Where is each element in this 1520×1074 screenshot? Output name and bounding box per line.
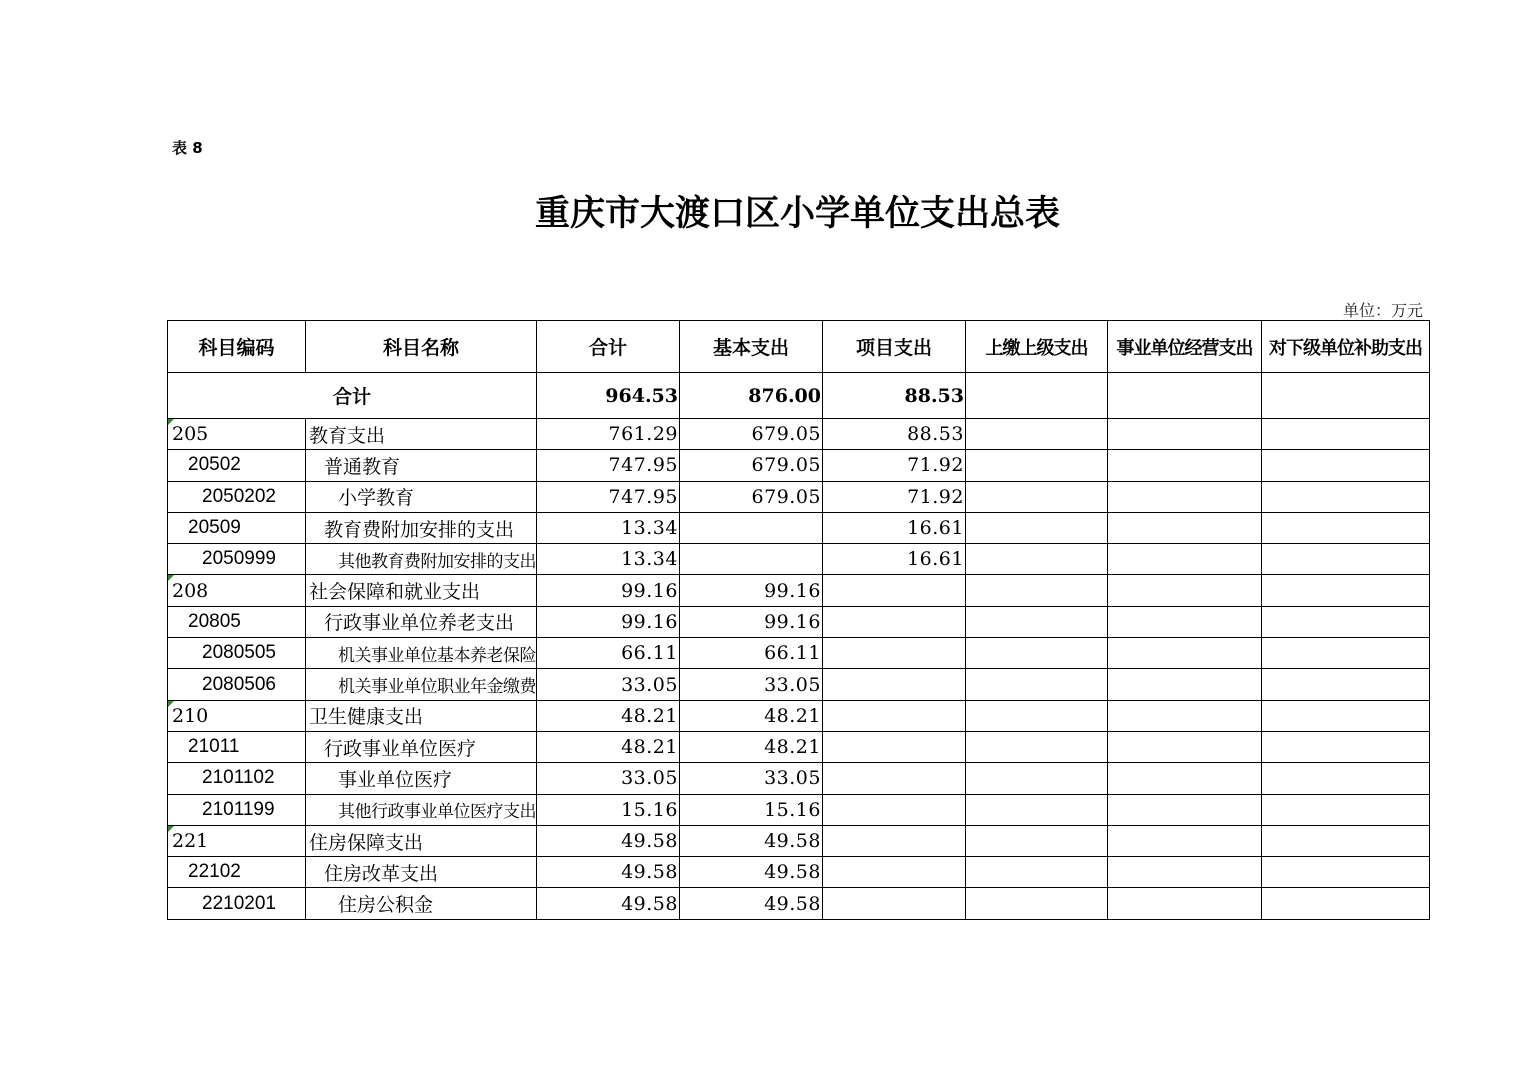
row-upper: [966, 450, 1108, 481]
row-upper: [966, 419, 1108, 450]
row-basic: [680, 512, 823, 543]
row-subsidy: [1262, 575, 1430, 606]
row-business: [1108, 825, 1262, 856]
row-code-text: 2210201: [202, 892, 276, 914]
row-basic: 49.58: [680, 857, 823, 888]
row-sum: 49.58: [537, 825, 680, 856]
row-name: 机关事业单位基本养老保险: [306, 638, 537, 669]
row-sum: 66.11: [537, 638, 680, 669]
header-subsidy: 对下级单位补助支出: [1262, 321, 1430, 373]
row-code: [168, 825, 306, 856]
row-code-text: 21011: [188, 736, 240, 758]
row-code-text: 2101199: [202, 798, 275, 820]
row-code-text: 2080506: [202, 673, 276, 695]
row-name: 住房保障支出: [306, 825, 537, 856]
row-project: [823, 700, 966, 731]
row-business: [1108, 606, 1262, 637]
table-row: [168, 731, 1430, 762]
row-sum: 13.34: [537, 544, 680, 575]
total-row: [168, 373, 1430, 419]
row-code: [168, 419, 306, 450]
row-name: 小学教育: [306, 481, 537, 512]
row-name: 行政事业单位养老支出: [306, 606, 537, 637]
row-upper: [966, 512, 1108, 543]
header-code: 科目编码: [168, 321, 306, 373]
total-upper: [966, 373, 1108, 419]
row-business: [1108, 763, 1262, 794]
row-subsidy: [1262, 700, 1430, 731]
row-code-text: 221: [172, 830, 209, 852]
row-name: 普通教育: [306, 450, 537, 481]
row-code-text: 2080505: [202, 642, 276, 664]
table-row: [168, 700, 1430, 731]
row-code: [168, 575, 306, 606]
total-basic: 876.00: [680, 373, 823, 419]
row-code: [168, 512, 306, 543]
table-row: [168, 669, 1430, 700]
row-subsidy: [1262, 763, 1430, 794]
row-upper: [966, 481, 1108, 512]
table-row: [168, 512, 1430, 543]
row-project: [823, 575, 966, 606]
row-subsidy: [1262, 481, 1430, 512]
row-business: [1108, 700, 1262, 731]
row-code: [168, 731, 306, 762]
row-business: [1108, 794, 1262, 825]
row-upper: [966, 857, 1108, 888]
row-project: [823, 857, 966, 888]
row-name: 事业单位医疗: [306, 763, 537, 794]
row-subsidy: [1262, 450, 1430, 481]
table-row: [168, 544, 1430, 575]
table-row: [168, 888, 1430, 919]
row-code: [168, 700, 306, 731]
row-subsidy: [1262, 512, 1430, 543]
row-basic: 48.21: [680, 731, 823, 762]
table-row: [168, 606, 1430, 637]
table-row: [168, 481, 1430, 512]
row-name: 教育支出: [306, 419, 537, 450]
row-name: 行政事业单位医疗: [306, 731, 537, 762]
cell-marker-icon: [168, 701, 174, 707]
row-sum: 49.58: [537, 857, 680, 888]
row-subsidy: [1262, 606, 1430, 637]
row-basic: 99.16: [680, 606, 823, 637]
row-sum: 48.21: [537, 731, 680, 762]
row-sum: 99.16: [537, 606, 680, 637]
row-subsidy: [1262, 857, 1430, 888]
row-business: [1108, 669, 1262, 700]
unit-label: 单位：万元: [1342, 301, 1423, 320]
row-sum: 13.34: [537, 512, 680, 543]
row-sum: 747.95: [537, 481, 680, 512]
table-row: [168, 825, 1430, 856]
header-name: 科目名称: [306, 321, 537, 373]
row-business: [1108, 638, 1262, 669]
row-basic: 15.16: [680, 794, 823, 825]
cell-marker-icon: [168, 826, 174, 832]
row-code-text: 20502: [188, 454, 241, 476]
row-basic: 679.05: [680, 419, 823, 450]
row-project: 71.92: [823, 450, 966, 481]
row-code: [168, 669, 306, 700]
row-code: [168, 794, 306, 825]
row-upper: [966, 700, 1108, 731]
row-code-text: 2050999: [202, 548, 276, 570]
row-upper: [966, 544, 1108, 575]
header-upper: 上缴上级支出: [966, 321, 1108, 373]
header-row: [168, 321, 1430, 373]
row-sum: 48.21: [537, 700, 680, 731]
page-title: 重庆市大渡口区小学单位支出总表: [534, 193, 1060, 234]
row-code: [168, 481, 306, 512]
row-sum: 33.05: [537, 763, 680, 794]
row-project: 88.53: [823, 419, 966, 450]
row-project: [823, 888, 966, 919]
row-subsidy: [1262, 638, 1430, 669]
row-code: [168, 544, 306, 575]
row-name: 社会保障和就业支出: [306, 575, 537, 606]
row-code-text: 20805: [188, 610, 241, 632]
total-project: 88.53: [823, 373, 966, 419]
row-code: [168, 888, 306, 919]
row-project: [823, 763, 966, 794]
row-upper: [966, 763, 1108, 794]
row-name: 教育费附加安排的支出: [306, 512, 537, 543]
row-basic: 99.16: [680, 575, 823, 606]
header-sum: 合计: [537, 321, 680, 373]
row-upper: [966, 825, 1108, 856]
row-subsidy: [1262, 888, 1430, 919]
row-project: [823, 731, 966, 762]
row-upper: [966, 794, 1108, 825]
cell-marker-icon: [168, 419, 174, 425]
row-code-text: 210: [172, 704, 209, 727]
row-subsidy: [1262, 825, 1430, 856]
row-basic: 48.21: [680, 700, 823, 731]
row-business: [1108, 857, 1262, 888]
row-business: [1108, 419, 1262, 450]
header-project: 项目支出: [823, 321, 966, 373]
cell-marker-icon: [168, 575, 174, 581]
row-code-text: 205: [172, 423, 209, 446]
table-row: [168, 763, 1430, 794]
row-subsidy: [1262, 731, 1430, 762]
row-code: [168, 638, 306, 669]
row-sum: 761.29: [537, 419, 680, 450]
row-business: [1108, 481, 1262, 512]
row-project: [823, 825, 966, 856]
row-upper: [966, 888, 1108, 919]
expenditure-table: [167, 320, 1430, 920]
row-business: [1108, 888, 1262, 919]
row-project: [823, 794, 966, 825]
table-row: [168, 638, 1430, 669]
row-project: [823, 669, 966, 700]
row-business: [1108, 512, 1262, 543]
row-project: 16.61: [823, 544, 966, 575]
row-subsidy: [1262, 419, 1430, 450]
row-code-text: 22102: [188, 861, 241, 883]
row-code-text: 2050202: [202, 485, 276, 507]
row-upper: [966, 575, 1108, 606]
total-label: 合计: [168, 373, 537, 419]
header-business: 事业单位经营支出: [1108, 321, 1262, 373]
row-code: [168, 450, 306, 481]
row-business: [1108, 450, 1262, 481]
row-basic: 49.58: [680, 825, 823, 856]
row-name: 其他教育费附加安排的支出: [306, 544, 537, 575]
table-number: 表 8: [172, 139, 203, 157]
row-code-text: 2101102: [202, 767, 275, 789]
row-basic: 33.05: [680, 763, 823, 794]
row-code-text: 208: [172, 579, 209, 602]
row-code: [168, 763, 306, 794]
row-project: 71.92: [823, 481, 966, 512]
total-sum: 964.53: [537, 373, 680, 419]
table-row: [168, 419, 1430, 450]
row-upper: [966, 731, 1108, 762]
row-subsidy: [1262, 669, 1430, 700]
table-row: [168, 794, 1430, 825]
row-sum: 49.58: [537, 888, 680, 919]
row-basic: 679.05: [680, 450, 823, 481]
row-project: [823, 606, 966, 637]
row-sum: 15.16: [537, 794, 680, 825]
total-subsidy: [1262, 373, 1430, 419]
row-sum: 99.16: [537, 575, 680, 606]
total-business: [1108, 373, 1262, 419]
row-upper: [966, 638, 1108, 669]
row-code: [168, 857, 306, 888]
row-basic: 49.58: [680, 888, 823, 919]
header-basic: 基本支出: [680, 321, 823, 373]
row-subsidy: [1262, 794, 1430, 825]
row-code: [168, 606, 306, 637]
row-name: 机关事业单位职业年金缴费: [306, 669, 537, 700]
row-name: 卫生健康支出: [306, 700, 537, 731]
row-upper: [966, 669, 1108, 700]
row-project: 16.61: [823, 512, 966, 543]
row-basic: 66.11: [680, 638, 823, 669]
row-upper: [966, 606, 1108, 637]
row-sum: 33.05: [537, 669, 680, 700]
row-subsidy: [1262, 544, 1430, 575]
table-row: [168, 857, 1430, 888]
row-name: 住房改革支出: [306, 857, 537, 888]
row-business: [1108, 575, 1262, 606]
table-row: [168, 575, 1430, 606]
row-business: [1108, 731, 1262, 762]
table-row: [168, 450, 1430, 481]
row-code-text: 20509: [188, 517, 241, 539]
row-business: [1108, 544, 1262, 575]
row-name: 住房公积金: [306, 888, 537, 919]
row-basic: [680, 544, 823, 575]
row-sum: 747.95: [537, 450, 680, 481]
row-name: 其他行政事业单位医疗支出: [306, 794, 537, 825]
row-basic: 33.05: [680, 669, 823, 700]
row-basic: 679.05: [680, 481, 823, 512]
row-project: [823, 638, 966, 669]
